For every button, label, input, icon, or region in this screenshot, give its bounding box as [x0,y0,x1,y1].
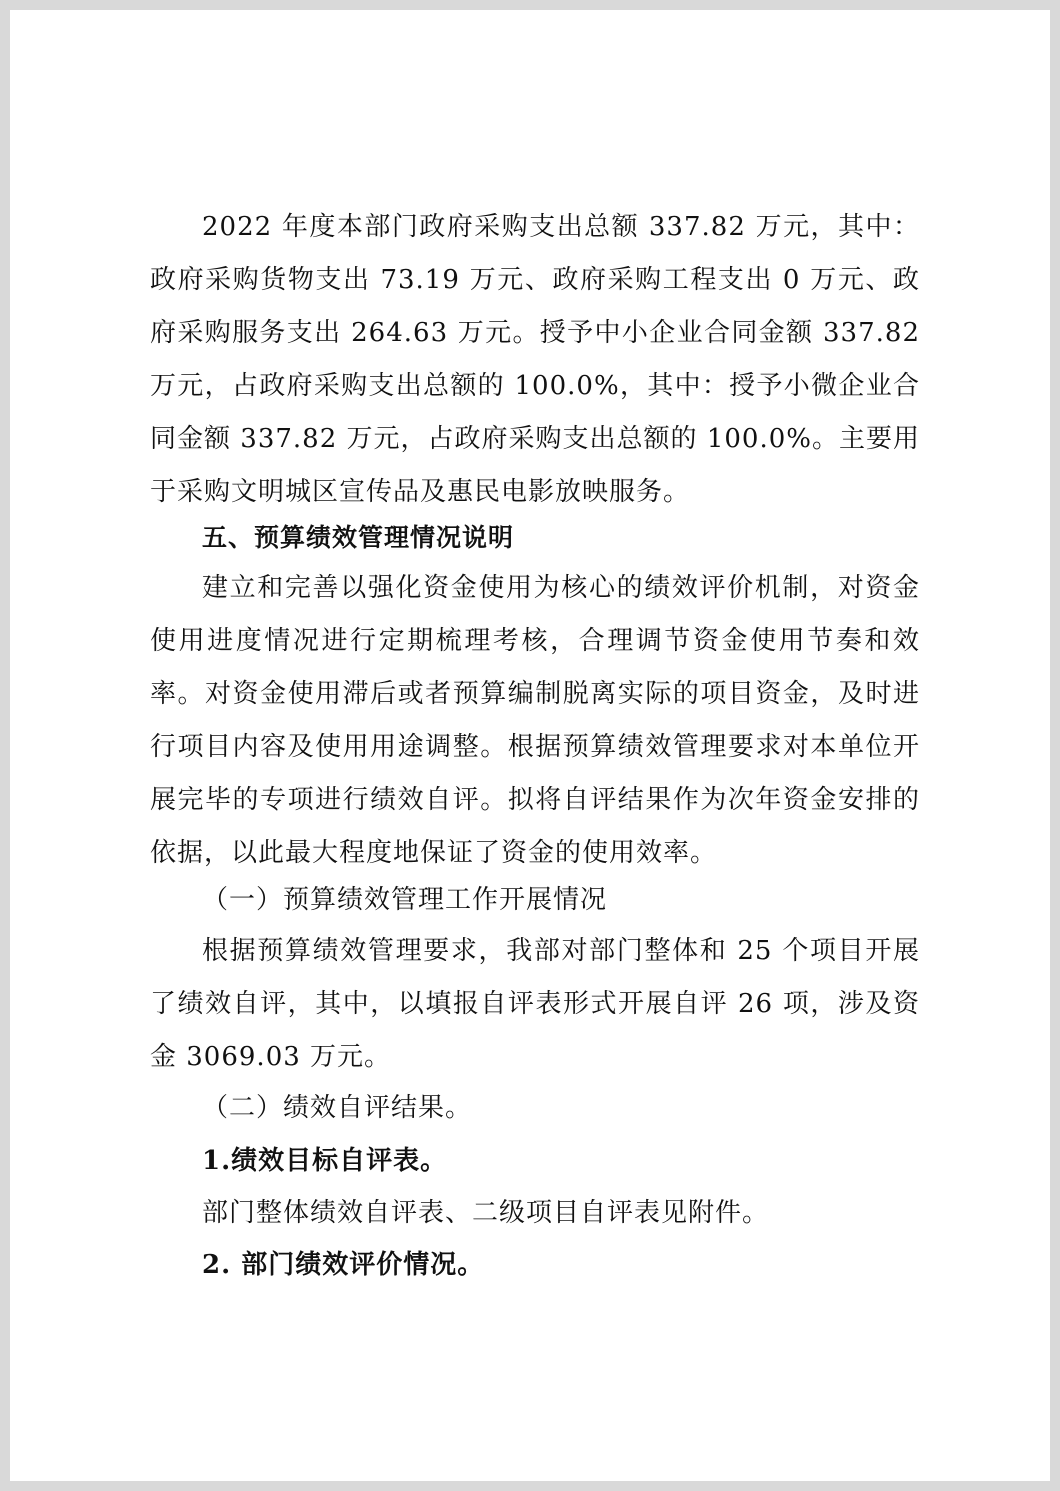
subsection-1-body: 根据预算绩效管理要求，我部对部门整体和 25 个项目开展了绩效自评，其中，以填报自评表形式开展自评 26 项，涉及资金 3069.03 万元。 [150,936,920,1072]
item-2-heading-block [150,1239,920,1292]
subsection-1-heading-block [150,874,920,927]
section-5-body: 建立和完善以强化资金使用为核心的绩效评价机制，对资金使用进度情况进行定期梳理考核，合理调节资金使用节奏和效率。对资金使用滞后或者预算编制脱离实际的项目资金，及时进行项目内容及使用用途调整。根据预算绩效管理要求对本单位开展完毕的专项进行绩效自评。拟将自评结果作为次年资金安排的依据，以此最大程度地保证了资金的使用效率。 [150,573,920,868]
item-1-title: 1.绩效目标自评表。 [202,1146,448,1176]
subsection-1-title: （一）预算绩效管理工作开展情况 [202,885,608,915]
item-1-heading-block [150,1135,920,1188]
subsection-2-title: （二）绩效自评结果。 [202,1093,473,1123]
subsection-2-heading-block [150,1082,920,1135]
section-5-heading-block [150,511,920,564]
item-2-title: 2. 部门绩效评价情况。 [202,1250,485,1280]
procurement-paragraph [150,201,920,519]
section-5-title: 五、预算绩效管理情况说明 [202,523,515,552]
procurement-text: 2022 年度本部门政府采购支出总额 337.82 万元，其中：政府采购货物支出 73.19 万元、政府采购工程支出 0 万元、政府采购服务支出 264.63 万元。授予中小企业合同金额 337.82 万元，占政府采购支出总额的 100.0%，其中：授予小微企业合同金额 337.82 万元，占政府采购支出总额的 100.0%。主要用于采购文明城区宣传品及惠民电影放映服务。 [150,212,920,507]
item-1-body-block [150,1187,920,1240]
subsection-1-body-block [150,925,920,1084]
section-5-body-block [150,562,920,880]
item-1-body: 部门整体绩效自评表、二级项目自评表见附件。 [202,1198,770,1228]
